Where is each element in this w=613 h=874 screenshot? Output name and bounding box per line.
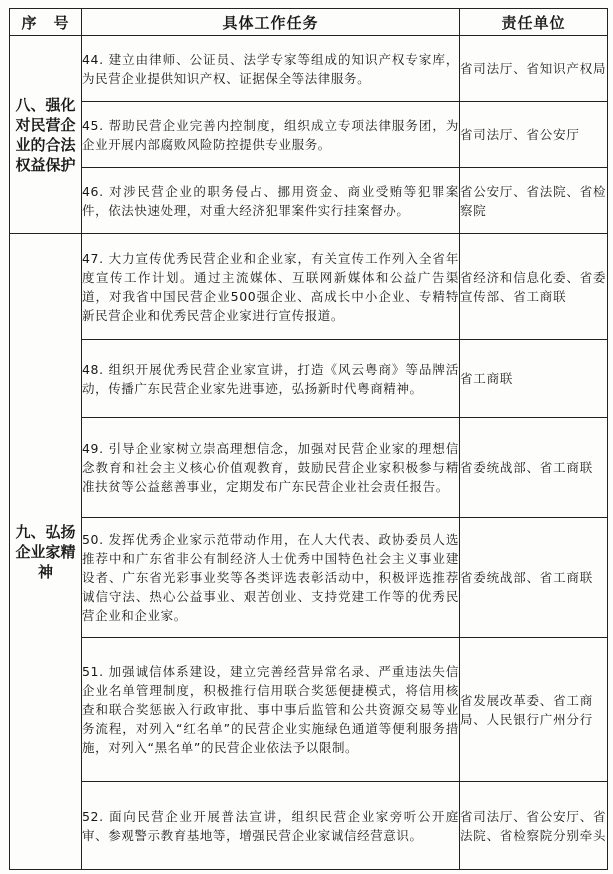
header-seq: 序 号	[10, 9, 82, 36]
task-cell-50: 50. 发挥优秀企业家示范带动作用，在人大代表、政协委员人选推荐中和广东省非公有制经济人士优秀中国特色社会主义事业建设者、广东省光彩事业奖等各类评选表彰活动中，积极评选推荐诚信守法、热心公益事业、艰苦创业、支持党建工作等的优秀民营企业和企业家。	[82, 518, 460, 638]
table-header-row	[10, 9, 608, 36]
task-cell-52: 52. 面向民营企业开展普法宣讲，组织民营企业家旁听公开庭审、参观警示教育基地等，增强民营企业家诚信经营意识。	[82, 782, 460, 870]
unit-cell-46: 省公安厅、省法院、省检察院	[460, 168, 608, 234]
task-cell-49: 49. 引导企业家树立崇高理想信念，加强对民营企业家的理想信念教育和社会主义核心价值观教育，鼓励民营企业家积极参与精准扶贫等公益慈善事业，定期发布广东民营企业社会责任报告。	[82, 418, 460, 518]
task-cell-46: 46. 对涉民营企业的职务侵占、挪用资金、商业受贿等犯罪案件，依法快速处理，对重大经济犯罪案件实行挂案督办。	[82, 168, 460, 234]
table-row	[10, 36, 608, 102]
table-row	[10, 638, 608, 782]
table-row	[10, 518, 608, 638]
header-unit: 责任单位	[460, 9, 608, 36]
unit-cell-52: 省司法厅、省公安厅、省法院、省检察院分别牵头	[460, 782, 608, 870]
category-cell-9: 九、弘扬企业家精神	[10, 234, 82, 870]
unit-cell-47: 省经济和信息化委、省委宣传部、省工商联	[460, 234, 608, 340]
task-cell-51: 51. 加强诚信体系建设，建立完善经营异常名录、严重违法失信企业名单管理制度，积极推行信用联合奖惩便捷模式，将信用核查和联合奖惩嵌入行政审批、事中事后监管和公共资源交易等业务流程，对列入“红名单”的民营企业实施绿色通道等便利服务措施，对列入“黑名单”的民营企业依法予以限制。	[82, 638, 460, 782]
category-cell-8: 八、强化对民营企业的合法权益保护	[10, 36, 82, 234]
table-row	[10, 418, 608, 518]
unit-cell-49: 省委统战部、省工商联	[460, 418, 608, 518]
table-row	[10, 340, 608, 418]
unit-cell-50: 省委统战部、省工商联	[460, 518, 608, 638]
task-cell-48: 48. 组织开展优秀民营企业家宣讲，打造《风云粤商》等品牌活动，传播广东民营企业家先进事迹，弘扬新时代粤商精神。	[82, 340, 460, 418]
task-cell-44: 44. 建立由律师、公证员、法学专家等组成的知识产权专家库，为民营企业提供知识产权、证据保全等法律服务。	[82, 36, 460, 102]
task-table	[9, 8, 608, 870]
table-row	[10, 102, 608, 168]
table-row	[10, 234, 608, 340]
header-task: 具体工作任务	[82, 9, 460, 36]
unit-cell-45: 省司法厅、省公安厅	[460, 102, 608, 168]
table-row	[10, 782, 608, 870]
unit-cell-44: 省司法厅、省知识产权局	[460, 36, 608, 102]
unit-cell-51: 省发展改革委、省工商局、人民银行广州分行	[460, 638, 608, 782]
task-cell-45: 45. 帮助民营企业完善内控制度，组织成立专项法律服务团，为企业开展内部腐败风险防控提供专业服务。	[82, 102, 460, 168]
unit-cell-48: 省工商联	[460, 340, 608, 418]
task-cell-47: 47. 大力宣传优秀民营企业和企业家，有关宣传工作列入全省年度宣传工作计划。通过主流媒体、互联网新媒体和公益广告渠道，对我省中国民营企业500强企业、高成长中小企业、专精特新民营企业和优秀民营企业家进行宣传报道。	[82, 234, 460, 340]
table-row	[10, 168, 608, 234]
